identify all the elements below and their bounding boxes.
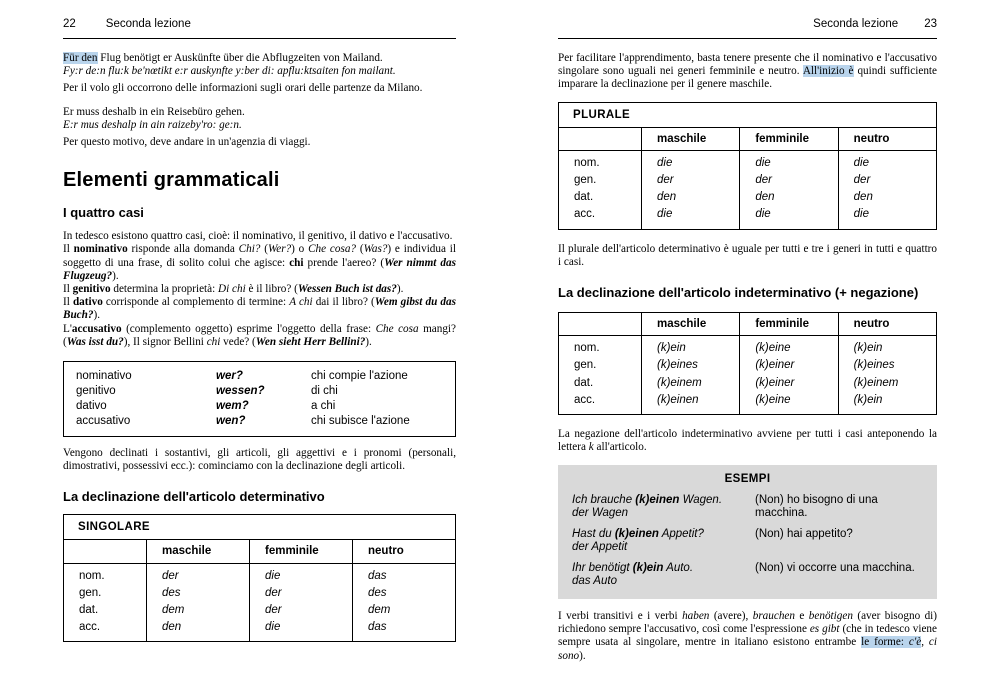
case-description: a chi bbox=[311, 400, 336, 413]
indeterminative-declension-table bbox=[558, 312, 937, 415]
verbs-paragraph: I verbi transitivi e i verbi haben (avere), brauchen e benötigen (aver bisogno di) richiedono sempre l'accusativo, così come l'espressione es gibt (che in tedesco viene sempre usata al singolare, mentre in italiano esistono entrambe le forme: c'è, ci sono). bbox=[558, 609, 938, 662]
case-word-german: wessen? bbox=[216, 385, 265, 398]
column-header-neutro: neutro bbox=[838, 313, 936, 336]
declension-note: Vengono declinati i sostantivi, gli articoli, gli aggettivi e i pronomi (personali, dimostrativi, possessivi ecc.): cominciamo con la declinazione degli articoli. bbox=[63, 447, 456, 473]
article-femminile: den bbox=[739, 189, 837, 206]
german-sentence: Er muss deshalb in ein Reisebüro gehen. bbox=[63, 105, 245, 118]
case-label: acc. bbox=[574, 393, 596, 406]
article-maschile: den bbox=[146, 619, 249, 641]
page-header-right bbox=[558, 18, 937, 39]
article-neutro: (k)einem bbox=[838, 375, 936, 392]
article-maschile: (k)eines bbox=[641, 357, 739, 374]
german-example-noun: der Wagen bbox=[572, 507, 629, 520]
article-neutro: die bbox=[838, 206, 936, 228]
table-row bbox=[64, 414, 455, 429]
example-italian: (Non) ho bisogno di una macchina. bbox=[755, 493, 878, 520]
column-header-maschile: maschile bbox=[146, 540, 249, 563]
dialog-block bbox=[63, 52, 456, 149]
article-neutro: (k)ein bbox=[838, 336, 936, 357]
article-neutro: des bbox=[352, 585, 455, 602]
example-italian: (Non) vi occorre una macchina. bbox=[755, 561, 915, 574]
table-row bbox=[64, 384, 455, 399]
german-example-noun: das Auto bbox=[572, 575, 617, 588]
case-label: acc. bbox=[574, 208, 596, 221]
german-example-noun: der Appetit bbox=[572, 541, 628, 554]
article-femminile: die bbox=[249, 619, 352, 641]
article-maschile: die bbox=[641, 206, 739, 228]
column-header-empty bbox=[559, 128, 641, 151]
table-label-plurale: PLURALE bbox=[559, 103, 936, 128]
article-maschile: der bbox=[146, 564, 249, 585]
article-neutro: das bbox=[352, 564, 455, 585]
page-right bbox=[558, 18, 937, 663]
article-neutro: dem bbox=[352, 602, 455, 619]
page-left bbox=[63, 18, 456, 642]
case-label: dat. bbox=[574, 376, 594, 389]
subsection-heading-indeterminative: La declinazione dell'articolo indeterminativo (+ negazione) bbox=[558, 285, 919, 301]
article-femminile: der bbox=[739, 172, 837, 189]
article-maschile: des bbox=[146, 585, 249, 602]
article-femminile: die bbox=[739, 206, 837, 228]
phonetic-transcription: Fy:r de:n flu:k be'nœtikt e:r auskynfte y:ber di: apflu:ktsaiten fon mailant. bbox=[63, 65, 396, 78]
case-label: nom. bbox=[79, 569, 105, 582]
selection-highlight: All'inizio è bbox=[802, 65, 854, 78]
case-label: nom. bbox=[574, 156, 600, 169]
case-word-german: wer? bbox=[216, 370, 243, 383]
case-description: di chi bbox=[311, 385, 338, 398]
article-maschile: dem bbox=[146, 602, 249, 619]
plural-note: Il plurale dell'articolo determinativo è uguale per tutti e tre i generi in tutti e quattro i casi. bbox=[558, 242, 937, 268]
column-header-femminile: femminile bbox=[739, 313, 837, 336]
article-femminile: der bbox=[249, 602, 352, 619]
case-word-german: wem? bbox=[216, 400, 249, 413]
intro-paragraph: Per facilitare l'apprendimento, basta tenere presente che il nominativo e l'accusativo singolare sono uguali nei generi femminile e neutro. All'inizio è quindi sufficiente imparare la declinazione per il genere maschile. bbox=[558, 52, 937, 91]
subsection-heading-determinative: La declinazione dell'articolo determinativo bbox=[63, 489, 325, 505]
article-femminile: (k)eine bbox=[739, 392, 837, 414]
article-neutro: (k)ein bbox=[838, 392, 936, 414]
case-label: acc. bbox=[79, 621, 101, 634]
article-neutro: der bbox=[838, 172, 936, 189]
subsection-heading-cases: I quattro casi bbox=[63, 205, 144, 221]
article-femminile: (k)eine bbox=[739, 336, 837, 357]
selection-highlight: le forme: c'è bbox=[861, 636, 922, 649]
german-sentence: Für den Flug benötigt er Auskünfte über die Abflugzeiten von Mailand. bbox=[63, 52, 383, 64]
case-label: gen. bbox=[79, 586, 102, 599]
case-description: chi compie l'azione bbox=[311, 370, 408, 383]
case-label: gen. bbox=[574, 359, 597, 372]
table-row bbox=[64, 399, 455, 414]
page-number: 22 bbox=[63, 18, 76, 30]
cases-paragraph bbox=[63, 230, 456, 349]
column-header-maschile: maschile bbox=[641, 313, 739, 336]
header-title: Seconda lezione bbox=[105, 18, 191, 30]
german-example-sentence: Hast du (k)einen Appetit? bbox=[572, 527, 704, 540]
article-maschile: (k)einen bbox=[641, 392, 739, 414]
negation-note: La negazione dell'articolo indeterminativo avviene per tutti i casi anteponendo la lettera k all'articolo. bbox=[558, 428, 937, 454]
examples-box-title: ESEMPI bbox=[724, 473, 771, 486]
example-german bbox=[572, 528, 747, 555]
paragraph-line: Il nominativo risponde alla domanda Chi? (Wer?) o Che cosa? (Was?) e individua il soggetto di una frase, di solito colui che agisce: chi prende l'aereo? (Wer nimmt das Flugzeug?). bbox=[63, 243, 456, 282]
case-name-italian: genitivo bbox=[76, 385, 116, 398]
example-row bbox=[572, 528, 923, 555]
paragraph-line: L'accusativo (complemento oggetto) esprime l'oggetto della frase: Che cosa mangi? (Was isst du?), Il signor Bellini chi vede? (Wen sieht Herr Bellini?). bbox=[63, 322, 456, 348]
article-femminile: die bbox=[739, 151, 837, 172]
example-row bbox=[572, 562, 923, 589]
article-femminile: die bbox=[249, 564, 352, 585]
column-header-neutro: neutro bbox=[352, 540, 455, 563]
examples-box bbox=[558, 465, 937, 599]
article-femminile: der bbox=[249, 585, 352, 602]
article-neutro: (k)eines bbox=[838, 357, 936, 374]
header-title: Seconda lezione bbox=[813, 18, 899, 30]
page-number: 23 bbox=[924, 18, 937, 30]
example-italian: (Non) hai appetito? bbox=[755, 527, 853, 540]
case-description: chi subisce l'azione bbox=[311, 415, 410, 428]
cases-summary-box bbox=[63, 361, 456, 437]
italian-translation: Per il volo gli occorrono delle informazioni sugli orari delle partenze da Milano. bbox=[63, 82, 423, 95]
selection-highlight: Für den bbox=[63, 52, 98, 64]
table-row bbox=[64, 369, 455, 384]
case-label: gen. bbox=[574, 174, 597, 187]
case-label: dat. bbox=[79, 604, 99, 617]
column-header-maschile: maschile bbox=[641, 128, 739, 151]
article-neutro: die bbox=[838, 151, 936, 172]
article-maschile: (k)einem bbox=[641, 375, 739, 392]
article-maschile: (k)ein bbox=[641, 336, 739, 357]
dialog-group bbox=[63, 106, 456, 150]
phonetic-transcription: E:r mus deshalp in ain raizeby'ro: ge:n. bbox=[63, 118, 242, 131]
paragraph-line: In tedesco esistono quattro casi, cioè: il nominativo, il genitivo, il dativo e l'accusativo. bbox=[63, 230, 453, 243]
table-label-singolare: SINGOLARE bbox=[64, 515, 455, 540]
case-word-german: wen? bbox=[216, 415, 246, 428]
column-header-femminile: femminile bbox=[739, 128, 837, 151]
italian-translation: Per questo motivo, deve andare in un'agenzia di viaggi. bbox=[63, 136, 311, 149]
article-femminile: (k)einer bbox=[739, 375, 837, 392]
article-maschile: der bbox=[641, 172, 739, 189]
german-example-sentence: Ihr benötigt (k)ein Auto. bbox=[572, 561, 694, 574]
plural-declension-table bbox=[558, 102, 937, 230]
example-row bbox=[572, 494, 923, 521]
case-name-italian: dativo bbox=[76, 400, 107, 413]
example-german bbox=[572, 494, 747, 521]
case-label: nom. bbox=[574, 342, 600, 355]
german-example-sentence: Ich brauche (k)einen Wagen. bbox=[572, 493, 723, 506]
article-femminile: (k)einer bbox=[739, 357, 837, 374]
section-heading-grammar: Elementi grammaticali bbox=[63, 169, 280, 192]
paragraph-line: Il dativo corrisponde al complemento di termine: A chi dai il libro? (Wem gibst du das Buch?). bbox=[63, 296, 456, 322]
column-header-femminile: femminile bbox=[249, 540, 352, 563]
case-name-italian: accusativo bbox=[76, 415, 131, 428]
case-name-italian: nominativo bbox=[76, 370, 132, 383]
column-header-neutro: neutro bbox=[838, 128, 936, 151]
column-header-empty bbox=[559, 313, 641, 336]
paragraph-line: Il genitivo determina la proprietà: Di chi è il libro? (Wessen Buch ist das?). bbox=[63, 283, 404, 296]
singular-declension-table bbox=[63, 514, 456, 642]
example-german bbox=[572, 562, 747, 589]
column-header-empty bbox=[64, 540, 146, 563]
dialog-group bbox=[63, 52, 456, 96]
article-maschile: den bbox=[641, 189, 739, 206]
article-neutro: das bbox=[352, 619, 455, 641]
page-header-left bbox=[63, 18, 456, 39]
case-label: dat. bbox=[574, 191, 594, 204]
article-neutro: den bbox=[838, 189, 936, 206]
article-maschile: die bbox=[641, 151, 739, 172]
